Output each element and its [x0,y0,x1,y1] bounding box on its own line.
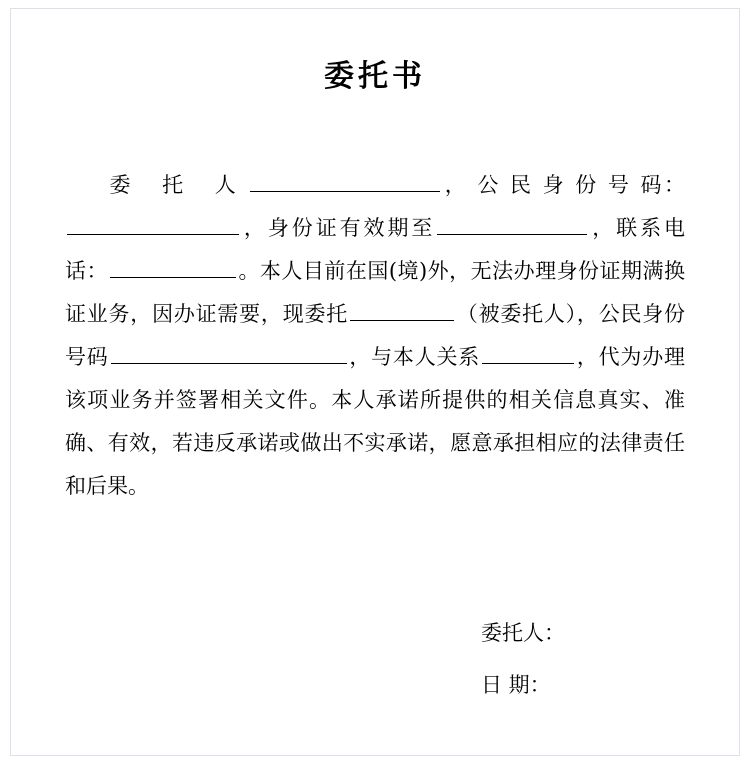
signature-block [481,607,565,711]
principal-name-blank[interactable] [250,169,440,192]
principal-label: 委 托 人 [107,173,249,197]
id-valid-until-blank[interactable] [437,212,587,235]
signer-label: 委托人： [481,621,565,645]
signer-line [481,607,565,659]
relation-blank[interactable] [482,341,574,364]
date-label: 日 期： [481,673,551,697]
principal-id-blank[interactable] [67,212,239,235]
authorization-paragraph [65,164,685,508]
trustee-id-blank[interactable] [111,341,347,364]
paragraph-segment-4: ，联系电话： [65,216,686,283]
paragraph-segment-6: （被委托人），公民身份号码 [65,302,686,369]
paragraph-segment-5: 。本人目前在国(境)外，无法办理身份证期满换证业务，因办证需要，现委托 [65,259,685,326]
paragraph-segment-2: ， 公 民 身 份 号 码： [442,173,685,197]
page-title: 委托书 [324,59,426,94]
document-frame [10,8,740,756]
paragraph-segment-8: ，代为办理该项业务并签署相关文件。本人承诺所提供的相关信息真实、准确、有效，若违反承诺或做出不实承诺，愿意承担相应的法律责任和后果。 [65,345,686,498]
phone-blank[interactable] [110,255,236,278]
date-line [481,659,565,711]
paragraph-segment-7: ，与本人关系 [348,345,481,369]
trustee-name-blank[interactable] [350,298,454,321]
document-body [65,95,685,508]
paragraph-segment-3: ，身份证有效期至 [241,216,436,240]
